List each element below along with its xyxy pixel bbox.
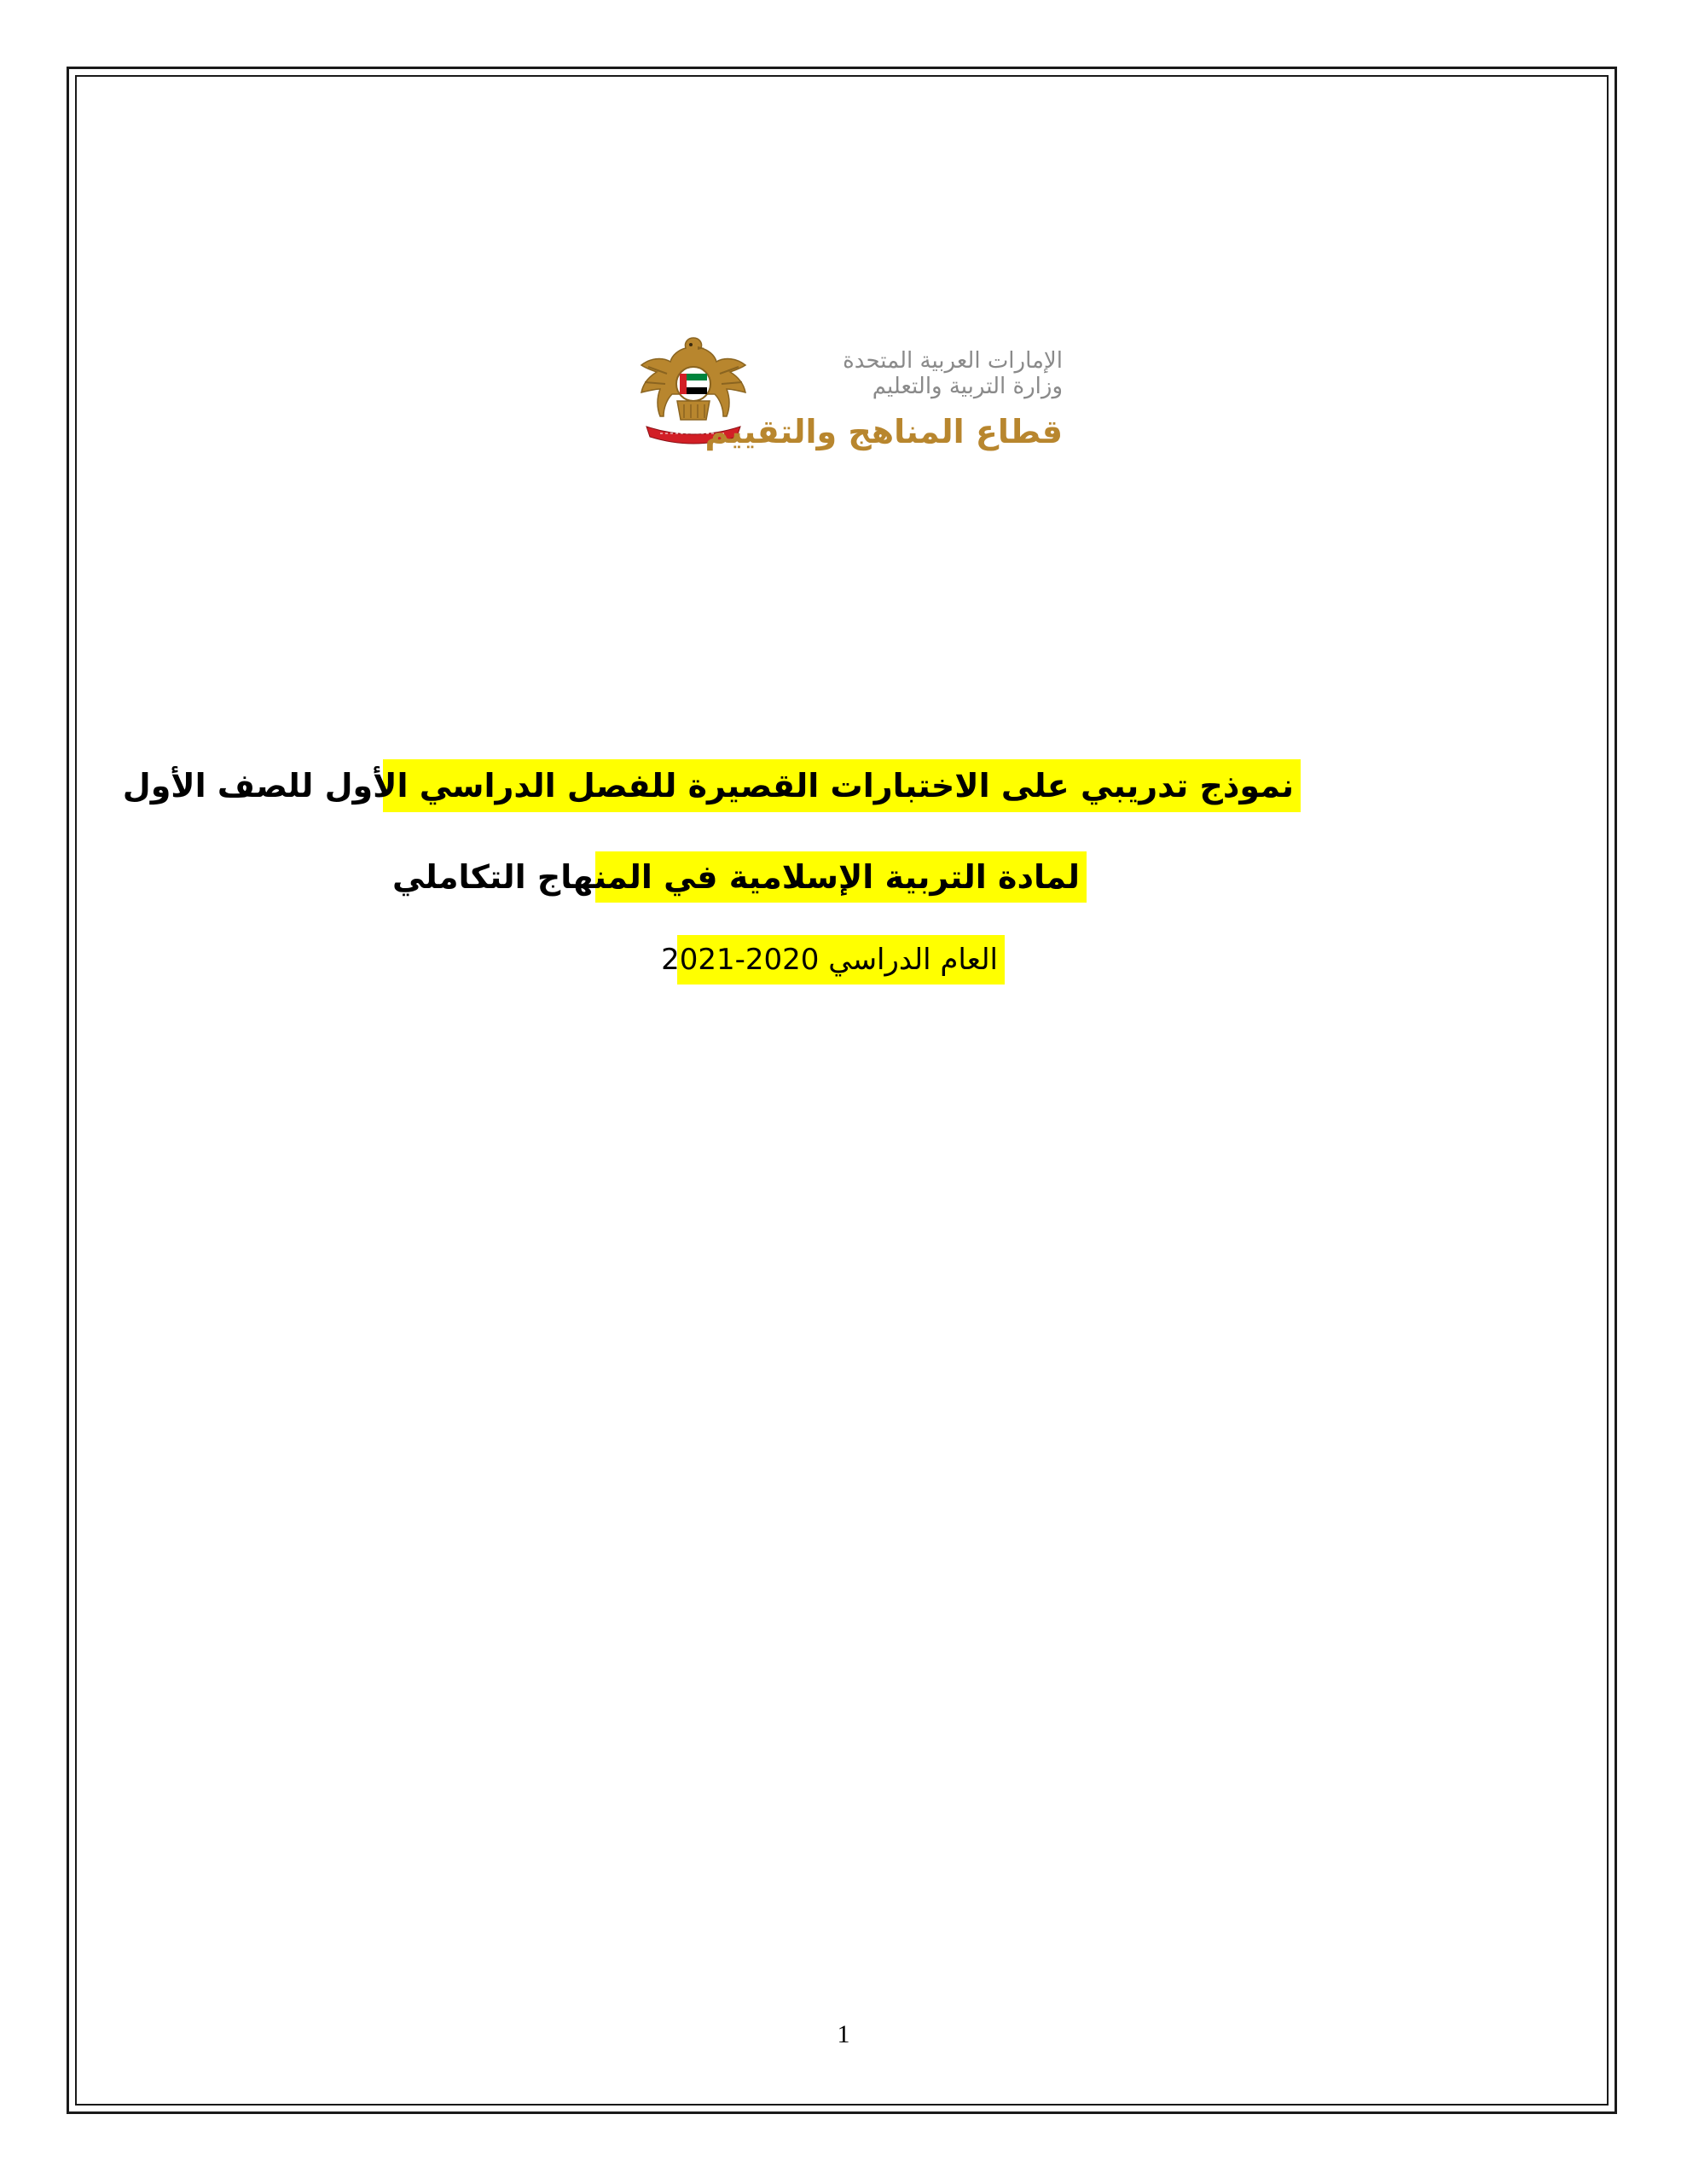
sector-name: قطاع المناهج والتقييم [704,413,1063,450]
title-line-3: العام الدراسي 2020-2021 [677,935,1005,985]
page-number: 1 [837,2020,850,2048]
logo-text-block [705,348,1063,456]
ministry-logo [629,331,1073,476]
country-name: الإمارات العربية المتحدة [843,348,1063,374]
title-line-1: نموذج تدريبي على الاختبارات القصيرة للفصل الدراسي الأول للصف الأول [383,759,1301,812]
ministry-name: وزارة التربية والتعليم [872,374,1063,399]
title-line-2: لمادة التربية الإسلامية في المنهاج التكاملي [595,851,1087,903]
